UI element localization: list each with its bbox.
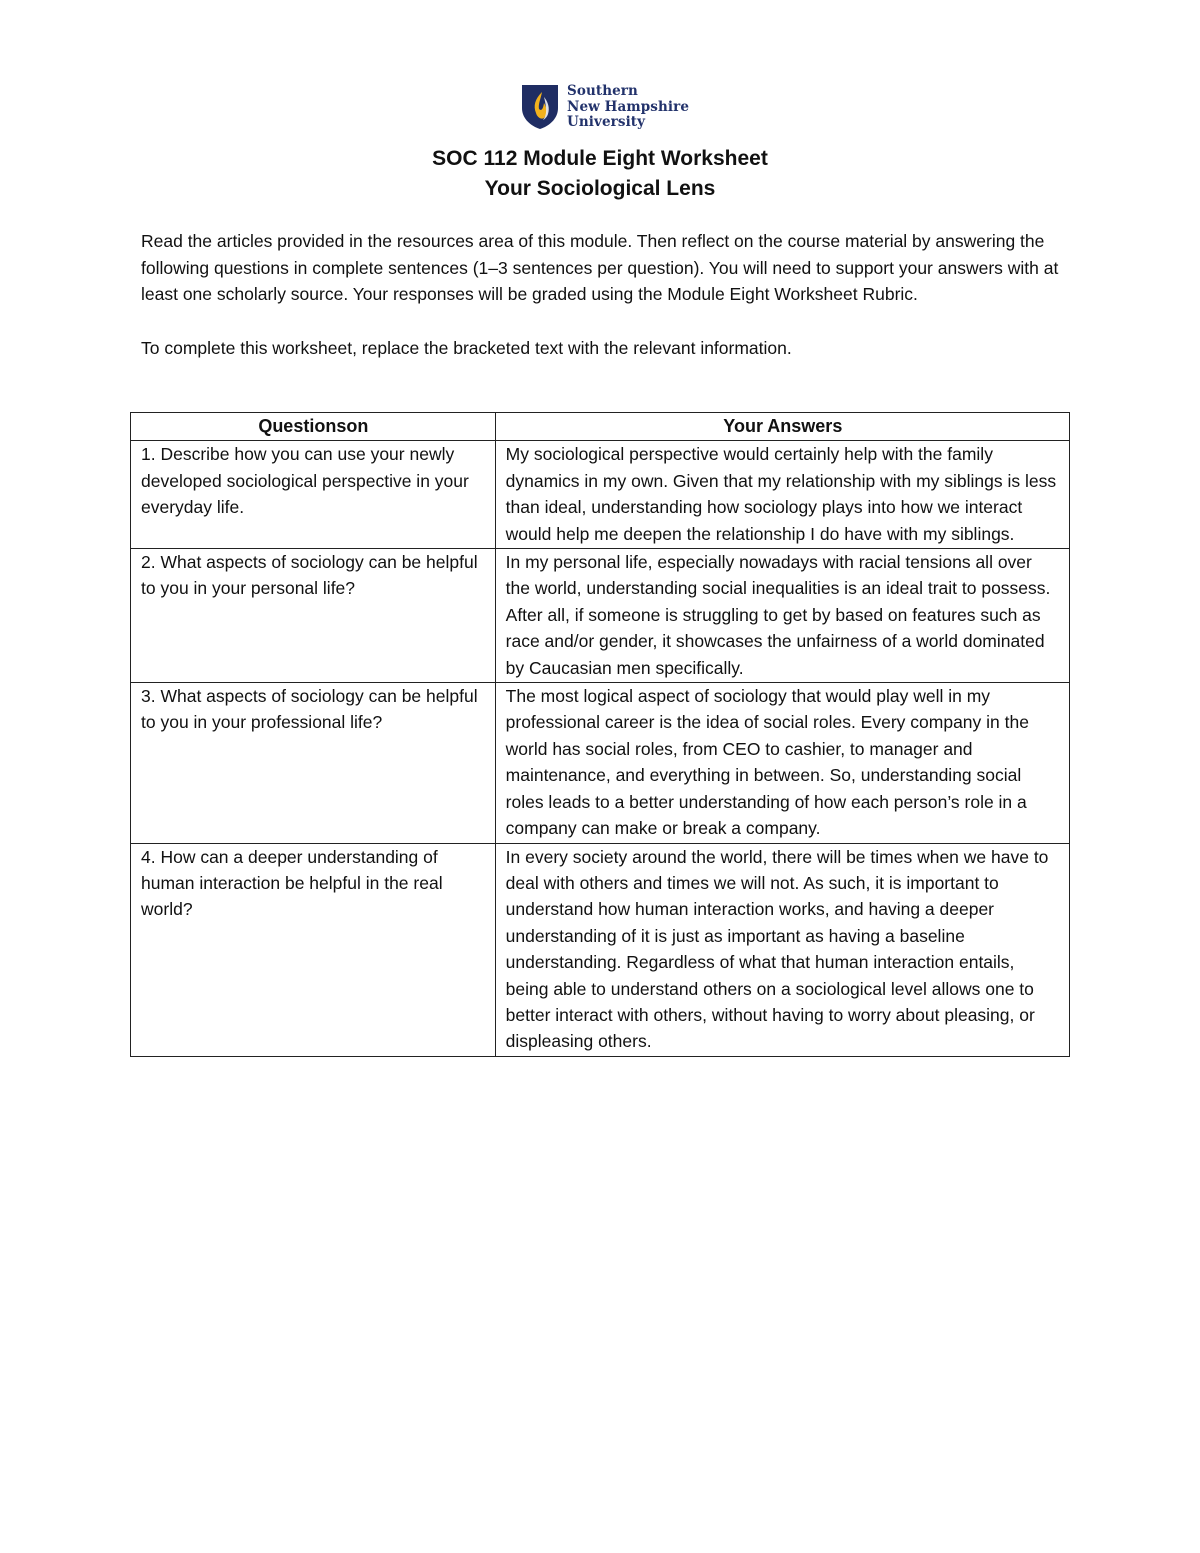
question-cell: 3. What aspects of sociology can be helpful to you in your professional life?: [131, 683, 496, 843]
university-logo: [521, 84, 691, 132]
answer-cell: In my personal life, especially nowadays with racial tensions all over the world, understanding social inequalities is an ideal trait to possess. After all, if someone is struggling to get by based on features such as race and/or gender, it showcases the unfairness of a world dominated by Caucasian men specifically.: [495, 549, 1069, 683]
logo-line-1: Southern: [567, 83, 638, 99]
logo-wordmark: [567, 84, 689, 131]
answer-cell: The most logical aspect of sociology that would play well in my professional career is the idea of social roles. Every company in the world has social roles, from CEO to cashier, to manager and maintenance, and everything in between. So, understanding social roles leads to a better understanding of how each person’s role in a company can make or break a company.: [495, 683, 1069, 843]
instructions: [141, 228, 1071, 362]
question-cell: 1. Describe how you can use your newly developed sociological perspective in your everyday life.: [131, 441, 496, 549]
question-cell: 2. What aspects of sociology can be helpful to you in your personal life?: [131, 549, 496, 683]
instructions-paragraph-2: To complete this worksheet, replace the bracketed text with the relevant information.: [141, 337, 792, 358]
table-row: [131, 843, 1070, 1056]
page-subtitle: Your Sociological Lens: [484, 177, 716, 200]
table-row: [131, 683, 1070, 843]
table-row: [131, 549, 1070, 683]
worksheet-table: [130, 412, 1070, 1057]
answer-cell: My sociological perspective would certainly help with the family dynamics in my own. Given that my relationship with my siblings is less than ideal, understanding how sociology plays into how we interact would help me deepen the relationship I do have with my siblings.: [495, 441, 1069, 549]
answer-cell: In every society around the world, there will be times when we have to deal with others and times we will not. As such, it is important to understand how human interaction works, and having a deeper understanding of it is just as important as having a baseline understanding. Regardless of what that human interaction entails, being able to understand others on a sociological level allows one to better interact with others, without having to worry about pleasing, or displeasing others.: [495, 843, 1069, 1056]
table-row: [131, 441, 1070, 549]
flame-shield-icon: [521, 84, 559, 130]
logo-line-3: University: [567, 114, 646, 130]
question-cell: 4. How can a deeper understanding of human interaction be helpful in the real world?: [131, 843, 496, 1056]
instructions-paragraph-1: Read the articles provided in the resources area of this module. Then reflect on the course material by answering the following questions in complete sentences (1–3 sentences per question). You will need to support your answers with at least one scholarly source. Your responses will be graded using the Module Eight Worksheet Rubric.: [141, 231, 1059, 305]
questions-column-header: Questionson: [131, 413, 496, 441]
page-title: SOC 112 Module Eight Worksheet: [432, 147, 768, 170]
worksheet-heading: [0, 144, 1200, 204]
answers-column-header: Your Answers: [495, 413, 1069, 441]
logo-line-2: New Hampshire: [567, 98, 690, 115]
table-header-row: [131, 413, 1070, 441]
